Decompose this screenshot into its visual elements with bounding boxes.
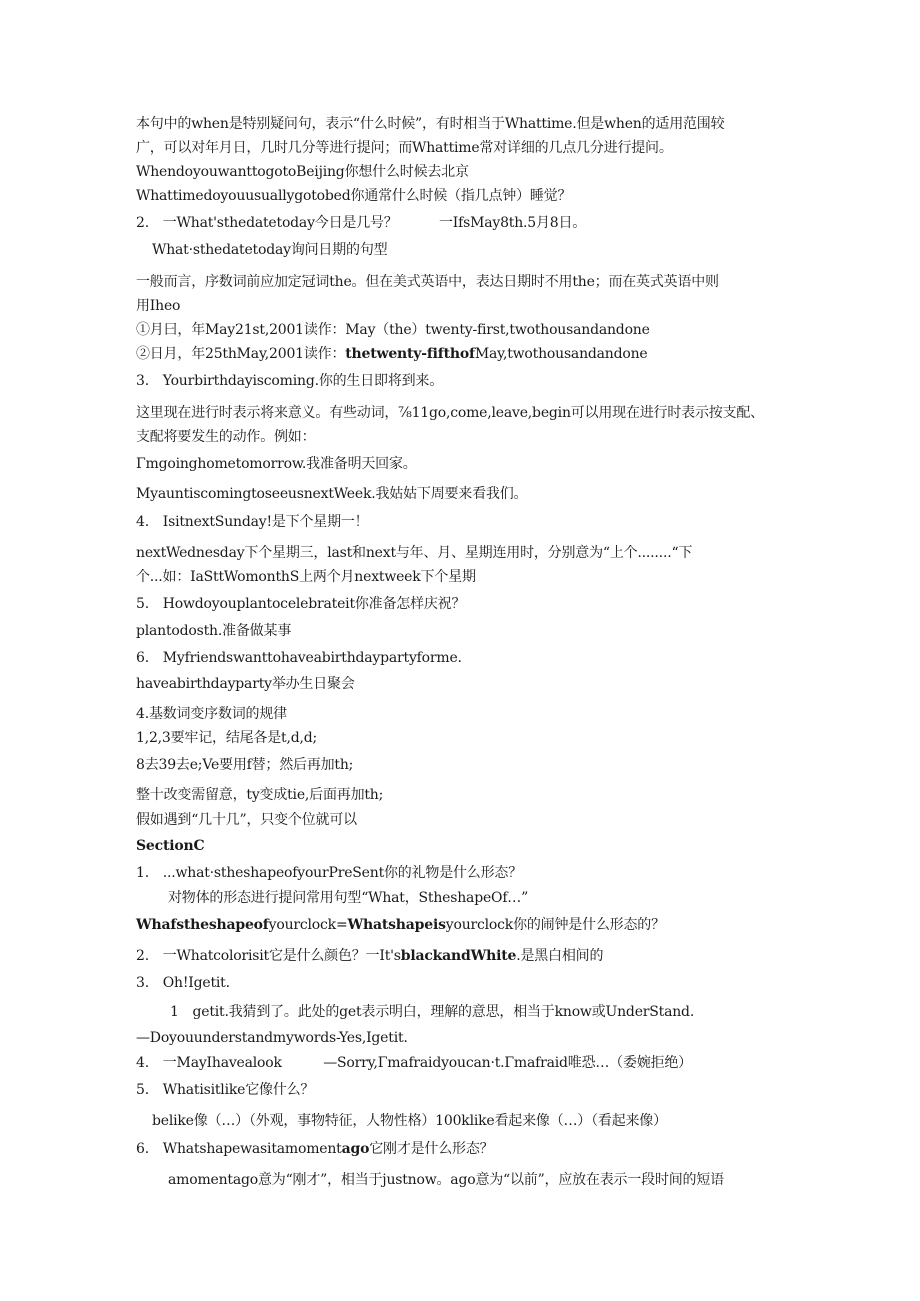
text-line: 1 getit.我猜到了。此处的get表示明白，理解的意思，相当于know或UnderStand. xyxy=(170,1004,695,1020)
text-line: 1. ...what·stheshapeofyourPreSent你的礼物是什么形态？ xyxy=(136,865,523,881)
text-line: 4.基数词变序数词的规律 xyxy=(136,706,287,722)
text-line: amomentago意为“刚才”，相当于justnow。ago意为“以前”，应放在表示一段时间的短语 xyxy=(168,1172,724,1188)
text-run-bold: thetwenty-fifth xyxy=(345,346,460,362)
text-line: belike像（…）（外观，事物特征，人物性格）100klike看起来像（…）（看起来像） xyxy=(152,1113,667,1129)
text-line: haveabirthdayparty举办生日聚会 xyxy=(136,676,355,692)
text-run-bold: ago xyxy=(341,1141,370,1157)
text-line: 个...如：IaSttWomonthS上两个月nextweek下个星期 xyxy=(136,569,476,585)
text-run-bold: blackandWhite xyxy=(400,948,517,964)
text-line: 6. Myfriendswanttohaveabirthdaypartyforme. xyxy=(136,650,462,666)
text-run-bold: of xyxy=(459,346,475,362)
text-line: 2. 一What'sthedatetoday今日是几号？ 一IfsMay8th.5月8日。 xyxy=(136,215,587,231)
text-line: plantodosth.准备做某事 xyxy=(136,623,292,639)
text-line: 3. Yourbirthdayiscoming.你的生日即将到来。 xyxy=(136,373,444,389)
text-run: 6. Whatshapewasitamoment xyxy=(136,1141,342,1157)
text-line xyxy=(136,1140,493,1158)
text-run-bold: Whatshapeis xyxy=(347,917,446,933)
text-run: yourclock你的闹钟是什么形态的？ xyxy=(445,917,665,933)
text-line: Γmgoinghometomorrow.我准备明天回家。 xyxy=(136,456,417,472)
text-line xyxy=(136,345,648,363)
text-line: 这里现在进行时表示将来意义。有些动词，⅞11go,come,leave,begin可以用现在进行时表示按支配、 xyxy=(136,405,764,421)
text-line: 4. IsitnextSunday!是下个星期一！ xyxy=(136,514,369,530)
text-line: 3. Oh!Igetit. xyxy=(136,975,230,991)
text-line: 假如遇到“几十几”，只变个位就可以 xyxy=(136,812,357,828)
text-line: 8去39去e;Ve要用f替；然后再加th; xyxy=(136,757,354,773)
text-line: 本句中的when是特别疑问句，表示“什么时候”，有时相当于Whattime.但是when的适用范围较 xyxy=(136,116,725,132)
text-line: 5. Howdoyouplantocelebrateit你准备怎样庆祝？ xyxy=(136,596,466,612)
text-run: May,twothousandandone xyxy=(474,346,648,362)
text-line: 整十改变需留意，ty变成tie,后面再加th; xyxy=(136,787,384,803)
text-run: yourclock= xyxy=(268,917,348,933)
text-line: 对物体的形态进行提问常用句型“What，StheshapeOf…” xyxy=(168,890,529,906)
text-run-bold: Whafstheshapeof xyxy=(136,917,269,933)
text-line: What·sthedatetoday询问日期的句型 xyxy=(152,242,388,258)
text-line: nextWednesday下个星期三，last和next与年、月、星期连用时，分别意为“上个........“下 xyxy=(136,545,693,561)
text-line: 广，可以对年月日，几时几分等进行提问；而Whattime常对详细的几点几分进行提问。 xyxy=(136,140,673,156)
text-line: —Doyouunderstandmywords-Yes,Igetit. xyxy=(136,1030,408,1046)
text-line: 用Iheo xyxy=(136,298,181,314)
text-line: ①月曰，年May21st,2001读作：May（the）twenty-first,twothousandandone xyxy=(136,322,650,338)
text-line: MyauntiscomingtoseeusnextWeek.我姑姑下周要来看我们。 xyxy=(136,486,528,502)
text-line: Whattimedoyouusuallygotobed你通常什么时候（指几点钟）睡觉？ xyxy=(136,188,572,204)
section-heading: SectionC xyxy=(136,838,205,854)
text-line: 4. 一MayIhavealook —Sorry,Γmafraidyoucan·t.Γmafraid唯恐…（委婉拒绝） xyxy=(136,1055,692,1071)
text-line: 5. Whatisitlike它像什么？ xyxy=(136,1082,315,1098)
text-line: 1,2,3要牢记，结尾各是t,d,d; xyxy=(136,730,317,746)
text-line xyxy=(136,916,665,934)
text-run: .是黑白相间的 xyxy=(516,948,604,964)
text-line xyxy=(136,947,603,965)
text-run: ②日月，年25thMay,2001读作： xyxy=(136,346,346,362)
text-line: 支配将要发生的动作。例如： xyxy=(136,429,316,445)
text-run: 2. 一Whatcolorisit它是什么颜色？一It's xyxy=(136,948,401,964)
text-line: 一般而言，序数词前应加定冠词the。但在美式英语中，表达日期时不用the；而在英式英语中则 xyxy=(136,274,719,290)
text-run: 它刚才是什么形态？ xyxy=(369,1141,494,1157)
text-line: WhendoyouwanttogotoBeijing你想什么时候去北京 xyxy=(136,164,469,180)
